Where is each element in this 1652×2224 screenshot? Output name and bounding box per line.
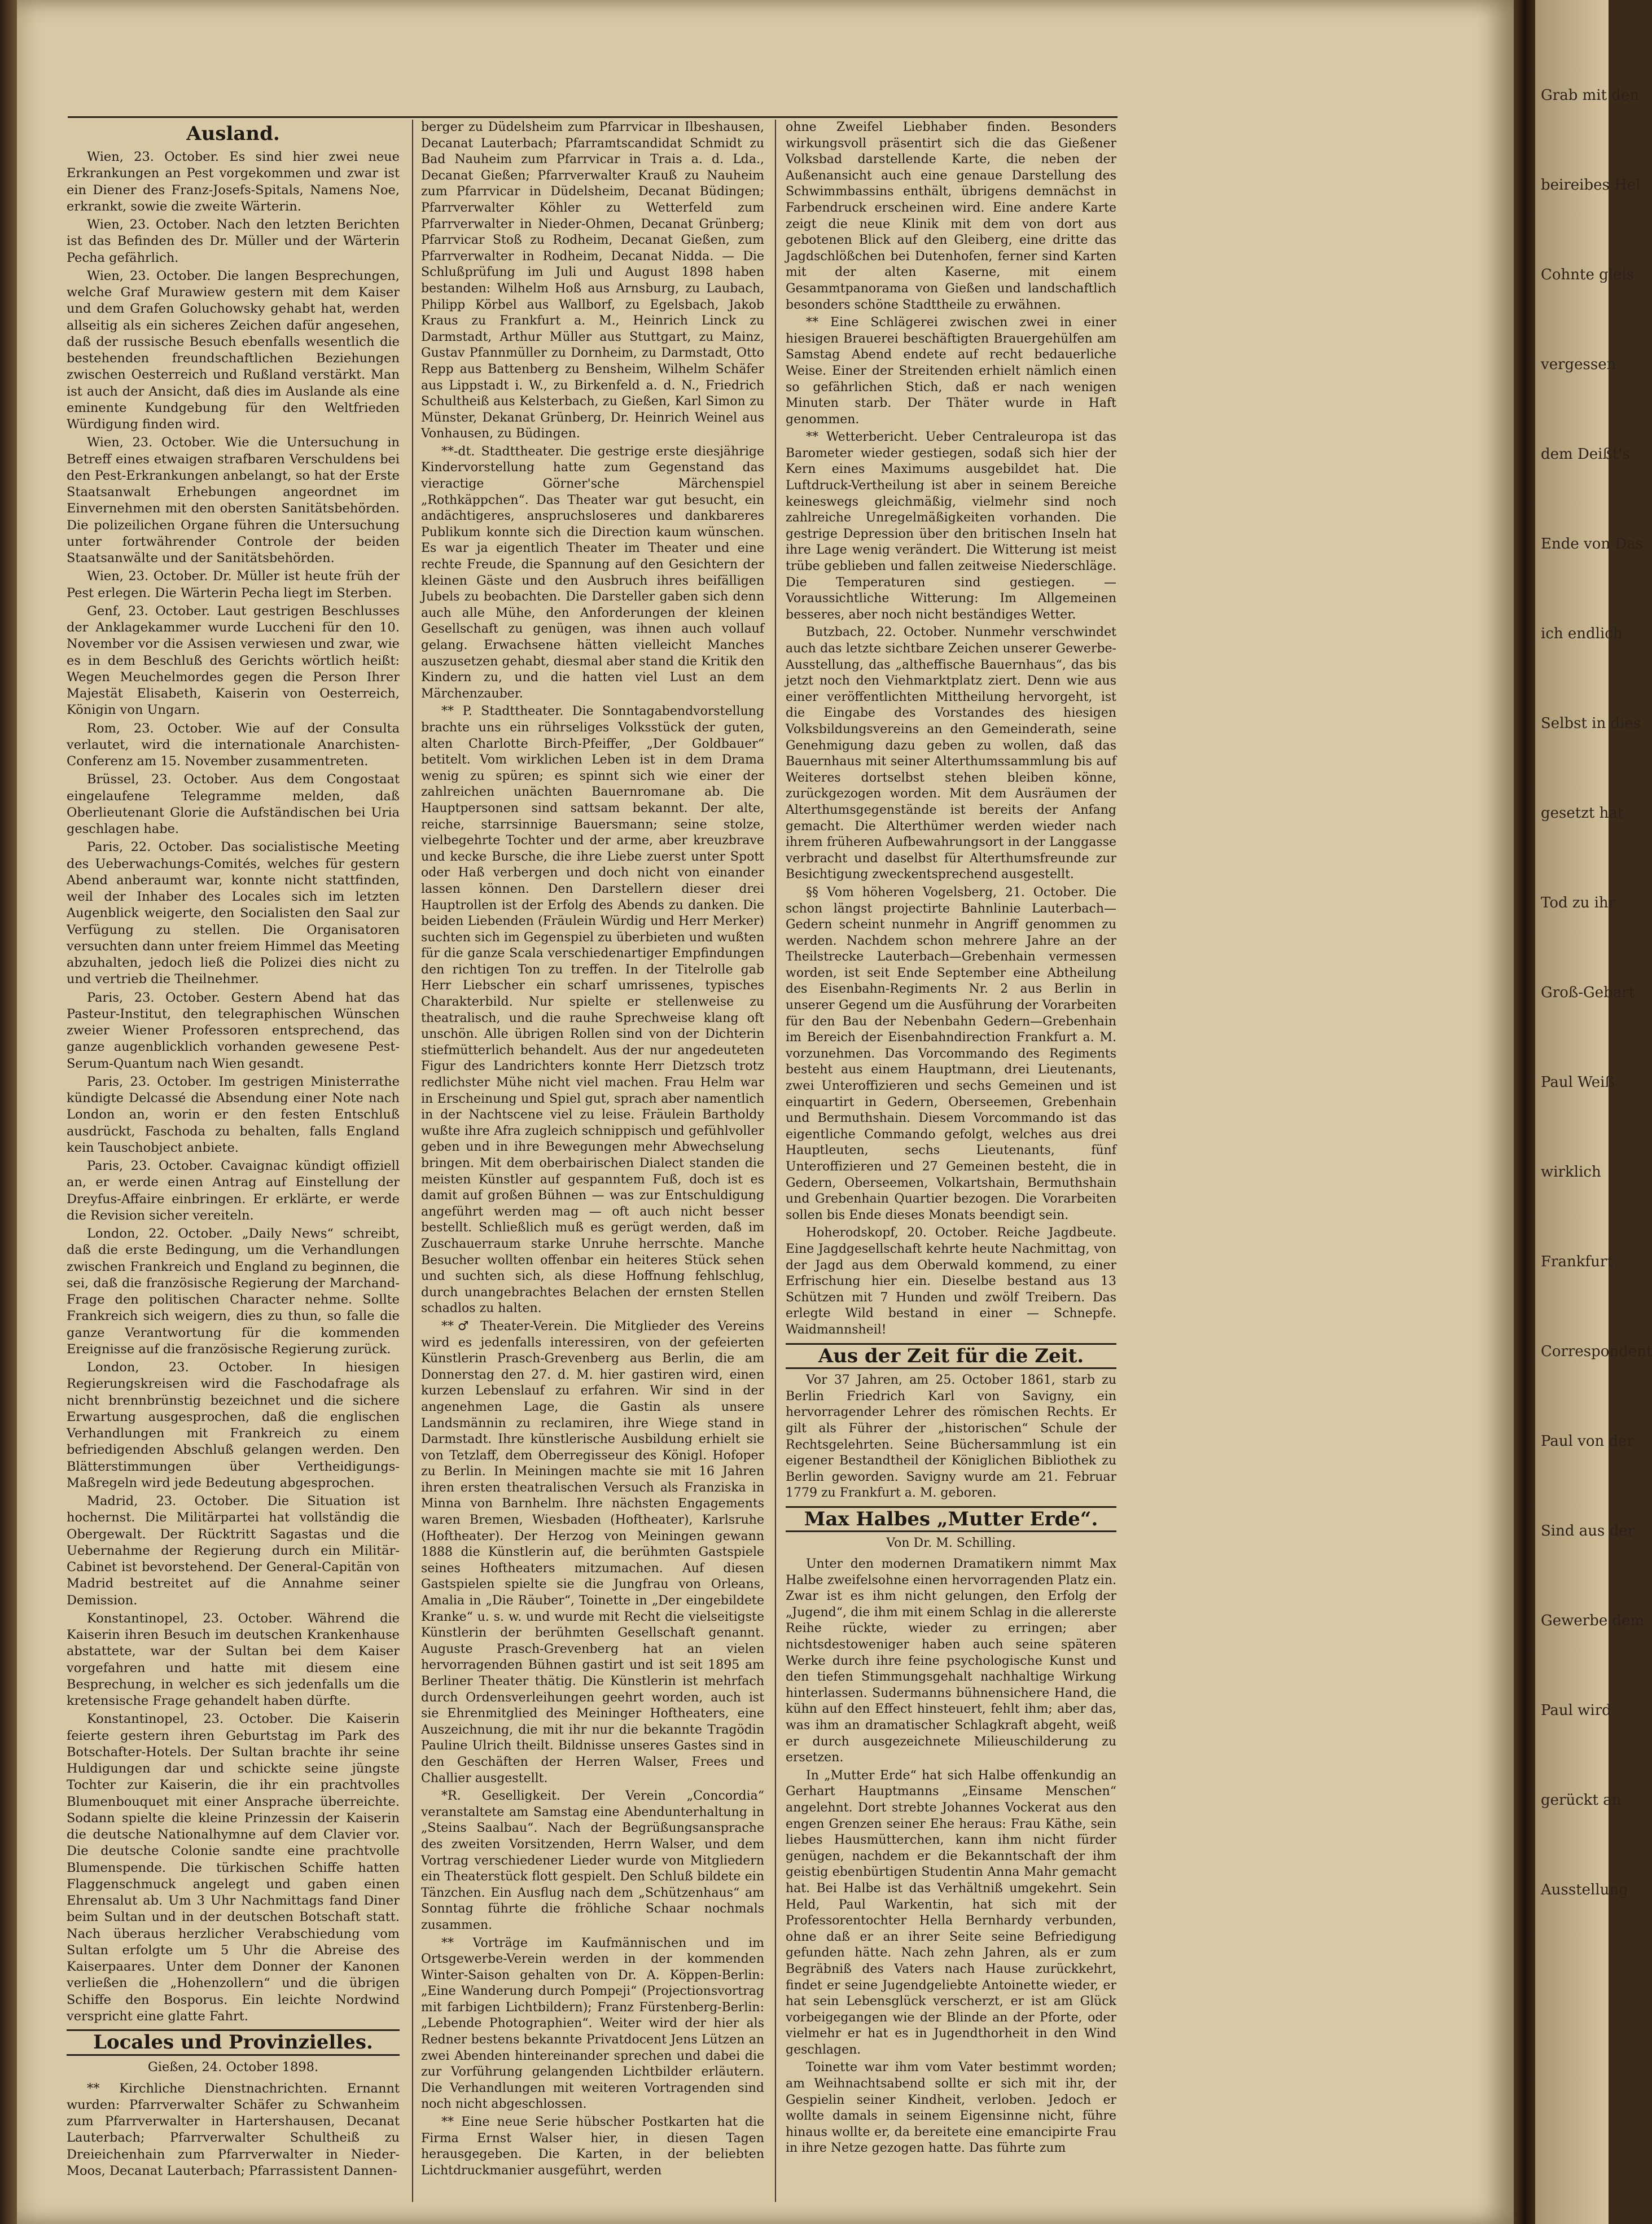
news-item: ohne Zweifel Liebhaber finden. Besonders wirkungsvoll präsentirt sich die das Gießener Volksbad darstellende Karte, die neben der Außenansicht auch eine genaue Darstellung des Schwimmbassins enthält, übrigens demnächst in Farbendruck erscheinen wird. Eine andere Karte zeigt die neue Klinik mit dem von dort aus gebotenen Blick auf den Gleiberg, eine dritte das Jagdschlößchen bei Dutenhofen, ferner sind Karten mit der alten Kaserne, mit einem Gesammtpanorama von Gießen und landschaftlich besonders schöne Stadttheile zu erwähnen. — [786, 120, 1116, 312]
news-item: §§ Vom höheren Vogelsberg, 21. October. Die schon längst projectirte Bahnlinie Lauterbach—Gedern scheint nunmehr in Angriff genommen zu werden. Nachdem schon mehrere Jahre an der Theilstrecke Lauterbach—Grebenhain vermessen worden, ist seit Ende September eine Abtheilung des Eisenbahn-Regiments Nr. 2 aus Berlin in unserer Gegend um die Ausführung der Vorarbeiten für den Bau der Nebenbahn Gedern—Grebenhain im Bereich der Eisenbahndirection Frankfurt a. M. vorzunehmen. Das Vorcommando des Regiments besteht aus einem Hauptmann, drei Lieutenants, zwei Unteroffizieren und sechs Gemeinen und ist einquartirt in Gedern, Oberseemen, Grebenhain und Bermuthshain. Diesem Vorcommando ist das eigentliche Commando gefolgt, welches aus drei Hauptleuten, sechs Lieutenants, fünf Unteroffizieren und 27 Gemeinen besteht, die in Gedern, Oberseemen, Volkartshain, Bermuthshain und Grebenhain Quartier bezogen. Die Vorarbeiten sollen bis Ende dieses Monats beendigt sein. — [786, 885, 1116, 1222]
fragment-line: Cohnte gleis — [1541, 266, 1635, 283]
news-item: Wien, 23. October. Nach den letzten Berichten ist das Befinden des Dr. Müller und der Wärterin Pecha gefährlich. — [67, 217, 400, 265]
newspaper-page — [17, 0, 1514, 2224]
news-item: Genf, 23. October. Laut gestrigen Beschlusses der Anklagekammer wurde Luccheni für den 10. November vor die Assisen verwiesen und zwar, wie es in dem Beschluß des Gerichts wörtlich heißt: Wegen Meuchelmordes gegen die Person Ihrer Majestät Elisabeth, Kaiserin von Oesterreich, Königin von Ungarn. — [67, 603, 400, 718]
column-separator — [412, 120, 413, 2202]
news-item: ** Wetterbericht. Ueber Centraleuropa ist das Barometer wieder gestiegen, sodaß sich hier der Kern eines Maximums ausgebildet hat. Die Luftdruck-Vertheilung ist aber in seinem Bereiche keineswegs gleichmäßig, vielmehr sind noch zahlreiche Unregelmäßigkeiten vorhanden. Die gestrige Depression über den britischen Inseln hat ihre Lage wenig verändert. Die Witterung ist meist trübe geblieben und fallen zeitweise Niederschläge. Die Temperaturen sind gestiegen. — Voraussichtliche Witterung: Im Allgemeinen besseres, aber noch nicht beständiges Wetter. — [786, 430, 1116, 622]
column-separator — [775, 120, 776, 2202]
news-item: Butzbach, 22. October. Nunmehr verschwindet auch das letzte sichtbare Zeichen unserer Gewerbe-Ausstellung, das „altheffische Bauernhaus“, das bis jetzt noch den Viehmarktplatz ziert. Denn wie aus einer veröffentlichten Mittheilung hervorgeht, ist die Eingabe des Vorstandes des hiesigen Volksbildungsvereins an den Gemeinderath, seine Genehmigung dazu geben zu wollen, daß das Bauernhaus mit seiner Alterthumssammlung bis auf Weiteres dortselbst stehen bleiben könne, zurückgezogen worden. Mit dem Ausräumen der Alterthumsgegenstände ist bereits der Anfang gemacht. Die Alterthümer werden wieder nach ihrem früheren Aufbewahrungsort in der Langgasse verbracht und daselbst für Alterthumsfreunde zur Besichtigung zweckentsprechend ausgestellt. — [786, 625, 1116, 882]
fragment-line: Grab mit den — [1541, 87, 1640, 104]
section-heading-locales: Locales und Provinzielles. — [67, 2029, 400, 2056]
news-item: Paris, 23. October. Gestern Abend hat das Pasteur-Institut, den telegraphischen Wünschen zweier Wiener Professoren entsprechend, das ganze augenblicklich vorhanden gewesene Pest-Serum-Quantum nach Wien gesandt. — [67, 990, 400, 1071]
news-item: Madrid, 23. October. Die Situation ist hochernst. Die Militärpartei hat vollständig die Obergewalt. Der Rücktritt Sagastas und die Uebernahme der Regierung durch ein Militär-Cabinet ist bevorstehend. Der General-Capitän von Madrid bestreitet auf die Annahme seiner Demission. — [67, 1494, 400, 1608]
article-author: Von Dr. M. Schilling. — [886, 1536, 1016, 1551]
news-item: Wien, 23. October. Dr. Müller ist heute früh der Pest erlegen. Die Wärterin Pecha liegt im Sterben. — [67, 569, 400, 600]
news-item: Paris, 22. October. Das socialistische Meeting des Ueberwachungs-Comités, welches für gestern Abend anberaumt war, konnte nicht stattfinden, weil der Inhaber des Locales sich im letzten Augenblick weigerte, den Socialisten den Saal zur Verfügung zu stellen. Die Organisatoren versuchten dann unter freiem Himmel das Meeting abzuhalten, jedoch ließ die Polizei dies nicht zu und vertrieb die Theilnehmer. — [67, 840, 400, 987]
column-3 — [786, 120, 1116, 2159]
fragment-line: ich endlich — [1541, 625, 1623, 642]
adjacent-page-fragment — [1535, 0, 1652, 2224]
fragment-line: Ausstellung — [1541, 1881, 1628, 1898]
binding-edge-left — [0, 0, 17, 2224]
fragment-line: beireibes Hel — [1541, 177, 1641, 194]
news-item: ** Eine neue Serie hübscher Postkarten hat die Firma Ernst Walser hier, in diesen Tagen herausgegeben. Die Karten, in der beliebten Lichtdruckmanier ausgeführt, werden — [421, 2115, 764, 2178]
fragment-line: Gewerbe dem — [1541, 1612, 1645, 1629]
fragment-line: Frankfurt — [1541, 1253, 1613, 1270]
news-item: Konstantinopel, 23. October. Während die Kaiserin ihren Besuch im deutschen Krankenhause abstattete, war der Sultan bei dem Kaiser vorgefahren und hatte mit diesem eine Besprechung, in welcher es sich jedenfalls um die kretensische Frage gehandelt haben dürfte. — [67, 1611, 400, 1708]
news-item: ** Kirchliche Dienstnachrichten. Ernannt wurden: Pfarrverwalter Schäfer zu Schwanheim zum Pfarrverwalter in Hartershausen, Decanat Lauterbach; Pfarrverwalter Schultheiß zu Dreieichenhain zum Pfarrverwalter in Nieder-Moos, Decanat Lauterbach; Pfarrassistent Dannen- — [67, 2081, 400, 2178]
fragment-line: Sind aus der — [1541, 1523, 1635, 1539]
fragment-line: gerückt an — [1541, 1792, 1622, 1809]
history-note: Vor 37 Jahren, am 25. October 1861, starb zu Berlin Friedrich Karl von Savigny, ein hervorragender Lehrer des römischen Rechts. Er gilt als Führer der „historischen“ Schule der Rechtsgelehrten. Seine Büchersammlung ist ein eigener Bestandtheil der Königlichen Bibliothek zu Berlin geworden. Savigny wurde am 21. Februar 1779 zu Frankfurt a. M. geboren. — [786, 1373, 1116, 1501]
fragment-line: Correspondent — [1541, 1343, 1652, 1360]
news-item: Konstantinopel, 23. October. Die Kaiserin feierte gestern ihren Geburtstag im Park des Botschafter-Hotels. Der Sultan brachte ihr seine Huldigungen dar und schickte seine jüngste Tochter zur Kaiserin, die ihr ein prachtvolles Blumenbouquet mit einer Ansprache überreichte. Sodann spielte die kleine Prinzessin der Kaiserin die deutsche Nationalhymne auf dem Clavier vor. Die deutsche Colonie sandte eine prachtvolle Blumenspende. Die türkischen Schiffe hatten Flaggenschmuck angelegt und gaben einen Ehrensalut ab. Um 3 Uhr Nachmittags fand Diner beim Sultan und in der deutschen Botschaft statt. Nach überaus herzlicher Verabschiedung vom Sultan erfolgte um 5 Uhr die Abreise des Kaiserpaares. Unter dem Donner der Kanonen verließen die „Hohenzollern“ und die übrigen Schiffe den Bosporus. Ein leichte Nordwind verspricht eine glatte Fahrt. — [67, 1712, 400, 2024]
news-item: Wien, 23. October. Wie die Untersuchung in Betreff eines etwaigen strafbaren Verschuldens bei den Pest-Erkrankungen anbelangt, so hat der Erste Staatsanwalt Erhebungen angeordnet im Einvernehmen mit den obersten Sanitätsbehörden. Die polizeilichen Organe führen die Untersuchung unter fortwährender Controle der beiden Staatsanwälte und der Sanitätsbehörden. — [67, 435, 400, 565]
section-heading-ausland: Ausland. — [186, 122, 280, 145]
section-heading-zeit: Aus der Zeit für die Zeit. — [786, 1343, 1116, 1370]
fragment-line: gesetzt hat — [1541, 805, 1624, 822]
fragment-line: vergessen — [1541, 356, 1616, 373]
news-item: ** Vorträge im Kaufmännischen und im Ortsgewerbe-Verein werden in der kommenden Winter-Saison gehalten von Dr. A. Köppen-Berlin: „Eine Wanderung durch Pompeji“ (Projectionsvortrag mit farbigen Lichtbildern); Franz Fürstenberg-Berlin: „Lebende Photographien“. Weiter wird der hier als Redner bestens bekannte Privatdocent Jens Lützen an zwei Abenden hintereinander sprechen und dabei die zur Vorführung gelangenden Lichtbilder erläutern. Die Verhandlungen mit weiteren Vortragenden sind noch nicht abgeschlossen. — [421, 1936, 764, 2112]
news-item: Hoherodskopf, 20. October. Reiche Jagdbeute. Eine Jagdgesellschaft kehrte heute Nachmittag, von der Jagd aus dem Oberwald kommend, zu einer Erfrischung hier ein. Dieselbe bestand aus 13 Schützen mit 7 Hunden und zwölf Treibern. Das erlegte Wild bestand in einer — Schnepfe. Waidmannsheil! — [786, 1226, 1116, 1337]
fragment-line: wirklich — [1541, 1164, 1601, 1181]
news-item: Wien, 23. October. Die langen Besprechungen, welche Graf Murawiew gestern mit dem Kaiser und dem Grafen Goluchowsky gehabt hat, werden allseitig als ein sicheres Zeichen dafür angesehen, daß der russische Besuch ebenfalls wesentlich die bestehenden freundschaftlichen Beziehungen zwischen Oesterreich und Rußland verstärkt. Man ist auch der Ansicht, daß dies im Auslande als eine eminente Kundgebung für den Weltfrieden Würdigung finden wird. — [67, 268, 400, 432]
fragment-line: Ende von Das — [1541, 536, 1644, 552]
column-1 — [67, 120, 400, 2181]
fragment-line: Groß-Gebart — [1541, 984, 1635, 1001]
column-2 — [421, 120, 764, 2181]
top-rule — [68, 116, 1118, 118]
fragment-line: Paul von der — [1541, 1433, 1634, 1450]
fragment-line: Paul wird — [1541, 1702, 1611, 1719]
dateline: Gießen, 24. October 1898. — [147, 2060, 319, 2075]
news-item: *R. Geselligkeit. Der Verein „Concordia“ veranstaltete am Samstag eine Abendunterhaltung in „Steins Saalbau“. Nach der Begrüßungsansprache des zweiten Vorsitzenden, Herrn Walser, und dem Vortrag verschiedener Lieder wurde von Mitgliedern ein Theaterstück flott gespielt. Den Schluß bildete ein Tänzchen. Ein Ausflug nach dem „Schützenhaus“ am Sonntag führte die fröhliche Schaar nochmals zusammen. — [421, 1789, 764, 1932]
article-paragraph: Toinette war ihm vom Vater bestimmt worden; am Weihnachtsabend sollte er sich mit ihr, der Gespielin seiner Kindheit, verloben. Jedoch er wollte damals in seinem Eigensinne nicht, führe hinaus wollte er, da bereitete eine emancipirte Frau in ihre Netze gezogen hatte. Das führte zum — [786, 2060, 1116, 2156]
news-item: Wien, 23. October. Es sind hier zwei neue Erkrankungen an Pest vorgekommen und zwar ist ein Diener des Franz-Josefs-Spitals, Namens Noe, erkrankt, sowie die zweite Wärterin. — [67, 150, 400, 214]
fragment-line: dem Deißt's — [1541, 446, 1630, 463]
news-item: ** P. Stadttheater. Die Sonntagabendvorstellung brachte uns ein rührseliges Volksstück der guten, alten Charlotte Birch-Pfeiffer, „Der Goldbauer“ betitelt. Vom wirklichen Leben ist in dem Drama wenig zu spüren; es spinnt sich wie einer der zahlreichen unächten Bauernromane ab. Die Hauptpersonen sind sattsam bekannt. Der alte, reiche, starrsinnige Bauersmann; seine stolze, vielbegehrte Tochter und der arme, aber kreuzbrave und kecke Bursche, die ihre Liebe zuerst unter Spott oder Haß verbergen und doch nicht von einander lassen können. Den Darstellern dieser drei Hauptrollen ist der Erfolg des Abends zu danken. Die beiden Liebenden (Fräulein Würdig und Herr Merker) suchten sich im Gegenspiel zu überbieten und wußten für die ganze Scala verschiedenartiger Empfindungen den richtigen Ton zu treffen. In der Titelrolle gab Herr Liebscher ein scharf umrissenes, typisches Charakterbild. Nur spielte er stellenweise zu theatralisch, und die rauhe Sprechweise klang oft unschön. Alle übrigen Rollen sind von der Dichterin stiefmütterlich behandelt. Aus der nur angedeuteten Figur des Landrichters konnte Herr Dietzsch trotz redlichster Mühe nicht viel machen. Frau Helm war in Erscheinung und Spiel gut, sprach aber namentlich in der Nachtscene viel zu leise. Fräulein Bartholdy wußte ihre Afra zugleich schnippisch und gefühlvoller geben und in ihre Bewegungen mehr Abwechselung bringen. Mit dem oberbairischen Dialect standen die meisten Künstler auf gespanntem Fuß, doch ist es damit auf großen Bühnen — was zur Entschuldigung angeführt werden mag — oft auch nicht besser bestellt. Schließlich muß es gerügt werden, daß im Zuschauerraum starke Unruhe herrschte. Manche Besucher wollten offenbar ein heiteres Stück sehen und suchten sich, als diese Hoffnung fehlschlug, durch unangebrachtes Belachen der ernsten Stellen schadlos zu halten. — [421, 704, 764, 1316]
article-paragraph: In „Mutter Erde“ hat sich Halbe offenkundig an Gerhart Hauptmanns „Einsame Menschen“ angelehnt. Dort strebte Johannes Vockerat aus den engen Grenzen seiner Ehe heraus: Frau Käthe, sein liebes Hausmütterchen, kann ihm nicht fürder genügen, nachdem er die Bekanntschaft der ihm geistig ebenbürtigen Studentin Anna Mahr gemacht hat. Bei Halbe ist das Verhältniß umgekehrt. Sein Held, Paul Warkentin, hat sich mit der Professorentochter Hella Bernhardy verbunden, ohne daß er an ihrer Seite seine Befriedigung gefunden hätte. Nach zehn Jahren, als er zum Begräbniß des Vaters nach Hause zurückkehrt, findet er seine Jugendgeliebte Antoinette wieder, er hat sein Lebensglück verscherzt, er ist am Glück vorbeigegangen wie der Blinde an der Pforte, oder vielmehr er hat es in Jugendthorheit in den Wind geschlagen. — [786, 1768, 1116, 2057]
news-item: **♂ Theater-Verein. Die Mitglieder des Vereins wird es jedenfalls interessiren, von der gefeierten Künstlerin Prasch-Grevenberg aus Berlin, die am Donnerstag den 27. d. M. hier gastiren wird, einen kurzen Lebenslauf zu erfahren. Wir sind in der angenehmen Lage, die Gastin als unsere Landsmännin zu reclamiren, ihre Wiege stand in Darmstadt. Ihre künstlerische Ausbildung erhielt sie von Tetzlaff, dem Oberregisseur des Königl. Hofoper zu Berlin. In Meiningen machte sie mit 16 Jahren ihren ersten theatralischen Versuch als Franziska in Minna von Barnhelm. Ihre nächsten Engagements waren Bremen, Wiesbaden (Hoftheater), Karlsruhe (Hoftheater). Der Herzog von Meiningen gewann 1888 die Künstlerin auf, die berühmten Gastspiele seines Hoftheaters mitzumachen. Auf diesen Gastspielen spielte sie die Jungfrau von Orleans, Amalia in „Die Räuber“, Toinette in „Der eingebildete Kranke“ u. s. w. und wurde mit Recht die vielseitigste Künstlerin der berühmten Gesellschaft genannt. Auguste Prasch-Grevenberg hat an vielen hervorragenden Bühnen gastirt und ist seit 1895 am Berliner Theater thätig. Die Künstlerin ist mehrfach durch Ordensverleihungen geehrt worden, auch ist sie Ehrenmitglied des Meininger Hoftheaters, eine Auszeichnung, die mit ihr nur die bekannte Tragödin Pauline Ulrich theilt. Bildnisse unseres Gastes sind in den Geschäften der Herren Walser, Frees und Challier ausgestellt. — [421, 1319, 764, 1786]
fragment-lines — [1535, 0, 1652, 1901]
news-item: London, 22. October. „Daily News“ schreibt, daß die erste Bedingung, um die Verhandlungen zwischen Frankreich und England zu beginnen, die sei, daß die französische Regierung der Marchand-Frage den politischen Character nehme. Sollte Frankreich sich weigern, dies zu thun, so falle die ganze Verantwortung für die kommenden Ereignisse auf die französische Regierung zurück. — [67, 1226, 400, 1357]
news-item: London, 23. October. In hiesigen Regierungskreisen wird die Faschodafrage als nicht brennbrünstig bezeichnet und die sichere Erwartung ausgesprochen, daß die englischen Verhandlungen mit Frankreich zu einem befriedigenden Abschluß gelangen werden. Den Blätterstimmungen über Vertheidigungs-Maßregeln wird jede Bedeutung abgesprochen. — [67, 1360, 400, 1490]
fragment-line: Paul Weiß — [1541, 1074, 1615, 1091]
news-item: Rom, 23. October. Wie auf der Consulta verlautet, wird die internationale Anarchisten-Conferenz am 15. November zusammentreten. — [67, 721, 400, 769]
news-item: ** Eine Schlägerei zwischen zwei in einer hiesigen Brauerei beschäftigten Brauergehülfen am Samstag Abend endete auf recht bedauerliche Weise. Einer der Streitenden erhielt nämlich einen so gefährlichen Stich, daß er nach wenigen Minuten starb. Der Thäter wurde in Haft genommen. — [786, 315, 1116, 427]
fragment-line: Tod zu ihr — [1541, 894, 1616, 911]
article-paragraph: Unter den modernen Dramatikern nimmt Max Halbe zweifelsohne einen hervorragenden Platz ein. Zwar ist es ihm nicht gelungen, den Erfolg der „Jugend“, die ihm mit einem Schlag in die allererste Reihe rückte, wieder zu erringen; aber nichtsdestoweniger haben auch seine späteren Werke durch ihre feine psychologische Kunst und den tiefen Stimmungsgehalt nachhaltige Wirkung hinterlassen. Sudermanns bühnensichere Hand, die kühn auf den Effect hinsteuert, fehlt ihm; aber das, was ihm an dramatischer Schlagkraft abgeht, weiß er durch ausgezeichnete Milieuschilderung zu ersetzen. — [786, 1557, 1116, 1765]
news-item: **-dt. Stadttheater. Die gestrige erste diesjährige Kindervorstellung hatte zum Gegenstand das vieractige Görner'sche Märchenspiel „Rothkäppchen“. Das Theater war gut besucht, ein andächtigeres, anspruchsloseres und dankbareres Publikum konnte sich die Direction kaum wünschen. Es war ja eigentlich Theater im Theater und eine rechte Freude, die Spannung auf den Gesichtern der kleinen Gäste und den Ausbruch ihres beifälligen Jubels zu beobachten. Die Darsteller gaben sich denn auch alle Mühe, den Anforderungen der kleinen Gesellschaft zu genügen, was ihnen auch vollauf gelang. Erwachsene hätten vielleicht Manches auszusetzen gehabt, diesmal aber stand die Kritik den Kindern zu, und die hatten viel Lust an dem Märchenzauber. — [421, 444, 764, 701]
news-item: Brüssel, 23. October. Aus dem Congostaat eingelaufene Telegramme melden, daß Oberlieutenant Glorie die Aufständischen bei Uria geschlagen habe. — [67, 772, 400, 836]
book-gutter — [1514, 0, 1535, 2224]
news-item: Paris, 23. October. Cavaignac kündigt offiziell an, er werde einen Antrag auf Einstellung der Dreyfus-Affaire einbringen. Er erklärte, er werde die Revision sicher vereiteln. — [67, 1159, 400, 1223]
news-item: berger zu Düdelsheim zum Pfarrvicar in Ilbeshausen, Decanat Lauterbach; Pfarramtscandidat Schmidt zu Bad Nauheim zum Pfarrvicar in Trais a. d. Lda., Decanat Gießen; Pfarrverwalter Krauß zu Nauheim zum Pfarrvicar in Düdelsheim, Decanat Büdingen; Pfarrverwalter Köhler zu Wetterfeld zum Pfarrverwalter in Nieder-Ohmen, Decanat Grünberg; Pfarrvicar Stoß zu Rodheim, Decanat Gießen, zum Pfarrverwalter in Rodheim, Decanat Nidda. — Die Schlußprüfung im Juli und August 1898 haben bestanden: Wilhelm Hoß aus Arnsburg, zu Laubach, Philipp Körbel aus Wallborf, zu Egelsbach, Jakob Kraus zu Frankfurt a. M., Heinrich Linck zu Darmstadt, Arthur Müller aus Stuttgart, zu Mainz, Gustav Pfannmüller zu Dornheim, zu Darmstadt, Otto Repp aus Battenberg zu Bensheim, Wilhelm Schäfer aus Lippstadt i. W., zu Birkenfeld a. d. N., Friedrich Schultheiß aus Kelsterbach, zu Gießen, Karl Simon zu Münster, Dekanat Grünberg, Dr. Heinrich Weinel aus Vonhausen, zu Büdingen. — [421, 120, 764, 441]
fragment-line: Selbst in dies — [1541, 715, 1641, 732]
article-heading-halbe: Max Halbes „Mutter Erde“. — [786, 1506, 1116, 1533]
news-item: Paris, 23. October. Im gestrigen Ministerrathe kündigte Delcassé die Absendung einer Note nach London an, worin er den festen Entschluß ausdrückt, Faschoda zu behalten, falls England kein Tauschobject anbiete. — [67, 1074, 400, 1155]
